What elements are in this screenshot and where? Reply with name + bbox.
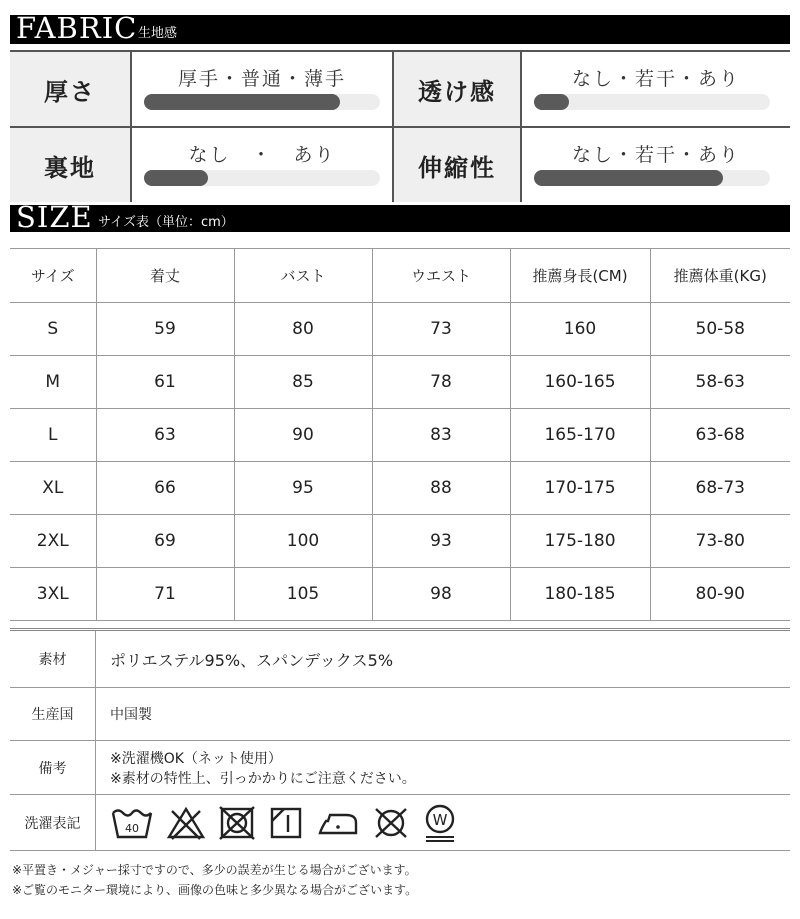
- table-cell: S: [10, 303, 96, 356]
- info-row-care: [10, 795, 790, 851]
- table-cell: 160-165: [510, 356, 650, 409]
- table-cell: 73: [372, 303, 510, 356]
- table-cell: 165-170: [510, 409, 650, 462]
- table-cell: 59: [96, 303, 234, 356]
- fabric-subtitle: 生地感: [138, 26, 178, 41]
- table-row: [10, 303, 790, 356]
- fabric-value-thickness: [132, 52, 392, 126]
- wash-40-icon: [110, 805, 154, 841]
- iron-low-icon: [316, 805, 360, 841]
- fabric-value-lining: [132, 128, 392, 202]
- info-row-origin: [10, 688, 790, 741]
- remarks-line: ※洗濯機OK（ネット使用）: [110, 750, 282, 767]
- fabric-grid: [10, 50, 790, 208]
- fabric-level-fill: [534, 94, 569, 110]
- table-row: [10, 515, 790, 568]
- fabric-level-fill: [534, 170, 723, 186]
- table-cell: L: [10, 409, 96, 462]
- remarks-value: [96, 741, 791, 795]
- table-cell: 63: [96, 409, 234, 462]
- table-cell: 100: [234, 515, 372, 568]
- table-cell: 175-180: [510, 515, 650, 568]
- fabric-level-fill: [144, 94, 340, 110]
- no-dry-clean-icon: [372, 805, 410, 841]
- care-label: 洗濯表記: [10, 795, 96, 851]
- table-cell: 61: [96, 356, 234, 409]
- fabric-title: FABRIC: [16, 11, 138, 45]
- table-cell: 160: [510, 303, 650, 356]
- care-symbols: [96, 795, 791, 851]
- fabric-value-stretch: [522, 128, 790, 202]
- origin-label: 生産国: [10, 688, 96, 741]
- size-title: SIZE: [16, 200, 93, 234]
- remarks-label: 備考: [10, 741, 96, 795]
- no-bleach-icon: [166, 805, 206, 841]
- table-cell: 50-58: [650, 303, 790, 356]
- table-row: [10, 568, 790, 621]
- drip-dry-shade-icon: [268, 805, 304, 841]
- info-row-material: [10, 630, 790, 688]
- info-row-remarks: [10, 741, 790, 795]
- column-header: 推薦身長(CM): [510, 249, 650, 303]
- fabric-level-track: [144, 94, 380, 110]
- table-cell: M: [10, 356, 96, 409]
- column-header: 着丈: [96, 249, 234, 303]
- footnote: ※ご覧のモニター環境により、画像の色味と多少異なる場合がございます。: [12, 883, 418, 897]
- table-cell: 58-63: [650, 356, 790, 409]
- size-header-bar: [10, 200, 790, 234]
- product-info-table: [10, 628, 790, 851]
- fabric-label-thickness: 厚さ: [10, 52, 130, 126]
- fabric-level-track: [534, 170, 770, 186]
- table-cell: 180-185: [510, 568, 650, 621]
- table-cell: 80-90: [650, 568, 790, 621]
- material-label: 素材: [10, 630, 96, 688]
- table-cell: 66: [96, 462, 234, 515]
- material-value: ポリエステル95%、スパンデックス5%: [96, 630, 791, 688]
- column-header: バスト: [234, 249, 372, 303]
- fabric-row: [10, 52, 790, 128]
- size-table-header: [10, 249, 790, 303]
- table-cell: 80: [234, 303, 372, 356]
- table-cell: 90: [234, 409, 372, 462]
- table-cell: 83: [372, 409, 510, 462]
- fabric-options: 厚手・普通・薄手: [177, 68, 346, 90]
- fabric-label-lining: 裏地: [10, 128, 130, 202]
- fabric-value-transparency: [522, 52, 790, 126]
- remarks-line: ※素材の特性上、引っかかりにご注意ください。: [110, 770, 416, 787]
- table-cell: 105: [234, 568, 372, 621]
- table-cell: 88: [372, 462, 510, 515]
- no-tumble-dry-icon: [218, 805, 256, 841]
- fabric-options: なし・若干・あり: [571, 68, 740, 90]
- table-row: [10, 462, 790, 515]
- table-row: [10, 356, 790, 409]
- table-cell: 71: [96, 568, 234, 621]
- footnote: ※平置き・メジャー採寸ですので、多少の誤差が生じる場合がございます。: [12, 863, 417, 877]
- fabric-level-fill: [144, 170, 208, 186]
- fabric-options: なし ・ あり: [188, 144, 336, 166]
- fabric-level-track: [534, 94, 770, 110]
- table-cell: XL: [10, 462, 96, 515]
- column-header: 推薦体重(KG): [650, 249, 790, 303]
- fabric-label-stretch: 伸縮性: [394, 128, 520, 202]
- column-header: サイズ: [10, 249, 96, 303]
- table-cell: 3XL: [10, 568, 96, 621]
- fabric-label-transparency: 透け感: [394, 52, 520, 126]
- table-cell: 68-73: [650, 462, 790, 515]
- table-cell: 95: [234, 462, 372, 515]
- wash-temperature: 40: [125, 821, 139, 835]
- table-cell: 2XL: [10, 515, 96, 568]
- wet-clean-letter: W: [432, 810, 448, 829]
- table-cell: 73-80: [650, 515, 790, 568]
- table-cell: 98: [372, 568, 510, 621]
- fabric-header-bar: [10, 11, 790, 45]
- wet-clean-icon: [422, 803, 458, 843]
- table-cell: 93: [372, 515, 510, 568]
- size-table: [10, 248, 790, 621]
- table-cell: 78: [372, 356, 510, 409]
- table-row: [10, 409, 790, 462]
- table-cell: 170-175: [510, 462, 650, 515]
- origin-value: 中国製: [96, 688, 791, 741]
- footnotes: [12, 860, 417, 900]
- size-subtitle: サイズ表（単位：cm）: [98, 215, 234, 230]
- table-cell: 85: [234, 356, 372, 409]
- fabric-row: [10, 128, 790, 202]
- fabric-level-track: [144, 170, 380, 186]
- table-cell: 63-68: [650, 409, 790, 462]
- table-cell: 69: [96, 515, 234, 568]
- fabric-options: なし・若干・あり: [571, 144, 740, 166]
- column-header: ウエスト: [372, 249, 510, 303]
